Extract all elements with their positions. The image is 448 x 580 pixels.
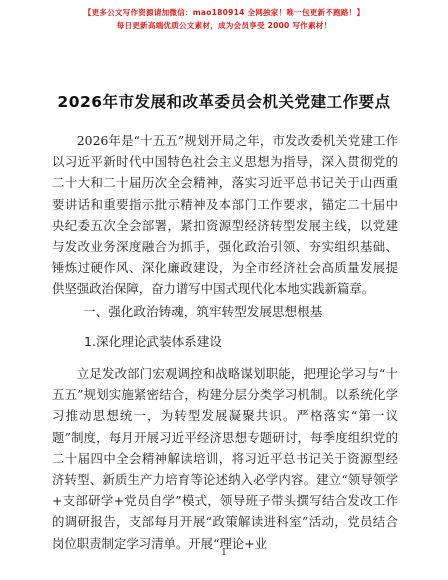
body-paragraph-1: 立足发改部门宏观调控和战略谋划职能，把理论学习与“十五五”规划实施紧密结合，构建分层分类学习机制。以系统化学习推动思想统一，为转型发展凝聚共识。严格落实“第一议题”制度，每月开展习近平经济思想专题研讨，每季度组织党的二十届四中全会精神解读培训，将习近平总书记关于资源型经济转型、新质生产力培育等论述纳入必学内容。建立“领导领学+支部研学+党员自学”模式，领导班子带头撰写结合发改工作的调研报告，支部每月开展“政策解读进科室”活动，党员结合岗位职责制定学习清单。开展“理论+业: [52, 366, 398, 551]
promo-banner-line-2: 每日更新高端优质公文素材，成为会员享受 2000 写作素材！: [116, 21, 332, 30]
document-title: 2026年市发展和改革委员会机关党建工作要点: [57, 93, 391, 111]
section-heading-1: 一、强化政治铸魂，筑牢转型发展思想根基: [83, 304, 323, 319]
page-number: 1: [221, 548, 227, 558]
subsection-heading-1: 1.深化理论武装体系建设: [84, 334, 222, 349]
promo-banner: [0, 6, 448, 32]
promo-banner-line-1: 【更多公文写作资源请加微信：mao180914 全网独家！唯一包更新不跑路！】: [83, 8, 365, 17]
intro-paragraph: 2026年是“十五五”规划开局之年，市发改委机关党建工作以习近平新时代中国特色社会主义思想为指导，深入贯彻党的二十大和二十届历次全会精神，落实习近平总书记关于山西重要讲话和重要指示批示精神及本部门工作要求，锚定二十届中央纪委五次全会部署，紧扣资源型经济转型发展主线，以党建与发改业务深度融合为抓手，强化政治引领、夯实组织基础、锤炼过硬作风、深化廉政建设，为全市经济社会高质量发展提供坚强政治保障，奋力谱写中国式现代化本地实践新篇章。: [52, 133, 398, 297]
